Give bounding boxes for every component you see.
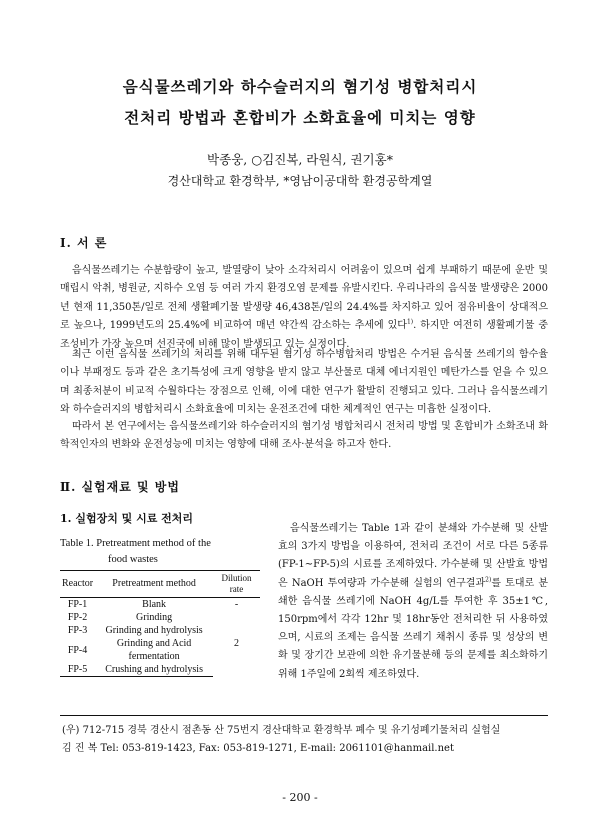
table-row — [60, 598, 260, 612]
intro-paragraph-2: 최근 이런 음식물 쓰레기의 처리를 위해 대두된 혐기성 하수병합처리 방법은 수거된 음식물 쓰레기의 함수율이나 부패정도 등과 같은 초기특성에 크게 영향을 받지 않고 부산물로 대체 에너지원인 메탄가스를 얻을 수 있으며 최종처분이 비교적 수월하다는 장점으로 인해, 이에 대한 연구가 활발히 진행되고 있다. 그러나 음식물쓰레기와 하수슬러지의 병합처리시 소화효율에 미치는 운전조건에 대한 체계적인 연구는 미흡한 실정이다. — [60, 349, 548, 416]
citation-1: 1) — [406, 318, 414, 326]
table-header-row — [60, 571, 260, 598]
cell-method: Grinding and hydrolysis — [105, 625, 203, 636]
methods-paragraph — [278, 520, 548, 684]
header-dilution: Dilution rate — [213, 571, 260, 598]
citation-2: 2) — [485, 576, 492, 584]
page-number: - 200 - — [282, 791, 318, 804]
cell-reactor: FP-3 — [67, 625, 88, 636]
table-caption-line-2: food wastes — [108, 554, 158, 565]
title-line-2: 전처리 방법과 혼합비가 소화효율에 미치는 영향 — [124, 108, 476, 127]
cell-method: Blank — [142, 599, 167, 610]
cell-reactor: FP-5 — [60, 663, 95, 677]
table-caption-line-1: Table 1. Pretreatment method of the — [60, 538, 211, 549]
affiliation: 경산대학교 환경학부, *영남이공대학 환경공학계열 — [167, 174, 433, 188]
intro-paragraph-1 — [60, 262, 548, 354]
cell-reactor: FP-2 — [67, 612, 88, 623]
methods-text-end: 를 토대로 분쇄한 음식물 쓰레기에 NaOH 4g/L를 투여한 후 35±1℃, 150rpm에서 각각 12hr 및 18hr동안 전처리한 뒤 사용하였으며, 시료의 조제는 음식물 쓰레기 채취시 종류 및 성상의 변화 및 장기간 보관에 의한 유기물분해 등의 문제를 최소화하기 위해 1주일에 2회씩 제조하였다. — [278, 577, 548, 680]
footnote-contact: 김 진 복 Tel: 053-819-1423, Fax: 053-819-1271, E-mail: 2061101@hanmail.net — [62, 743, 454, 754]
footnote-divider — [60, 715, 548, 716]
section-heading-intro: Ⅰ. 서 론 — [60, 236, 108, 250]
cell-method: Grinding — [136, 612, 173, 623]
header-method: Pretreatment method — [95, 571, 213, 598]
cell-method: Crushing and hydrolysis — [95, 663, 213, 677]
pretreatment-table — [60, 570, 260, 677]
cell-reactor: FP-1 — [67, 599, 88, 610]
author-list: 박종웅, ○김진복, 라원식, 권기홍* — [207, 152, 393, 167]
subsection-heading: 1. 실험장치 및 시료 전처리 — [60, 512, 194, 525]
intro-p1-text-end: . 하지만 여전히 생활폐기물 중 조성비가 가장 높으며 선진국에 비해 많이 발생되고 있는 실정이다. — [60, 320, 548, 350]
table-caption — [60, 536, 260, 568]
cell-reactor: FP-4 — [67, 644, 88, 656]
methods-text: 음식물쓰레기는 Table 1과 같이 분쇄와 가수분해 및 산발효의 3가지 방법을 이용하여, 전처리 조건이 서로 다른 5종류(FP-1∼FP-5)의 시료를 조제하였다. 가수분해 및 산발효 방법은 NaOH 투여량과 가수분해 실험의 연구결과 — [278, 523, 548, 589]
title-line-1: 음식물쓰레기와 하수슬러지의 혐기성 병합처리시 — [122, 77, 478, 96]
section-heading-methods: Ⅱ. 실험재료 및 방법 — [60, 480, 180, 494]
cell-dilution: - — [234, 599, 239, 610]
table-row — [60, 611, 260, 624]
header-reactor: Reactor — [60, 571, 95, 598]
intro-p1-text: 음식물쓰레기는 수분함량이 높고, 발열량이 낮아 소각처리시 어려움이 있으며 쉽게 부패하기 때문에 운반 및 매립시 악취, 병원균, 지하수 오염 등 여러 가지 환경오염 문제를 유발시킨다. 우리나라의 음식물 발생량은 2000년 현재 11,350톤/일로 전체 생활폐기물 발생량 46,438톤/일의 24.4%를 차지하고 있어 점유비율이 상대적으로 높으나, 1999년도의 25.4%에 비교하여 매년 약간씩 감소하는 추세에 있다 — [60, 265, 548, 332]
cell-dilution: 2 — [234, 638, 240, 650]
footnote-address: (우) 712-715 경북 경산시 점촌동 산 75번지 경산대학교 환경학부 폐수 및 유기성폐기물처리 실험실 — [62, 725, 501, 736]
intro-paragraph-3: 따라서 본 연구에서는 음식물쓰레기와 하수슬러지의 혐기성 병합처리시 전처리 방법 및 혼합비가 소화조내 화학적인자의 변화와 운전성능에 미치는 영향에 대해 조사·분석을 하고자 한다. — [60, 421, 548, 451]
cell-method: Grinding and Acid fermentation — [116, 638, 192, 662]
